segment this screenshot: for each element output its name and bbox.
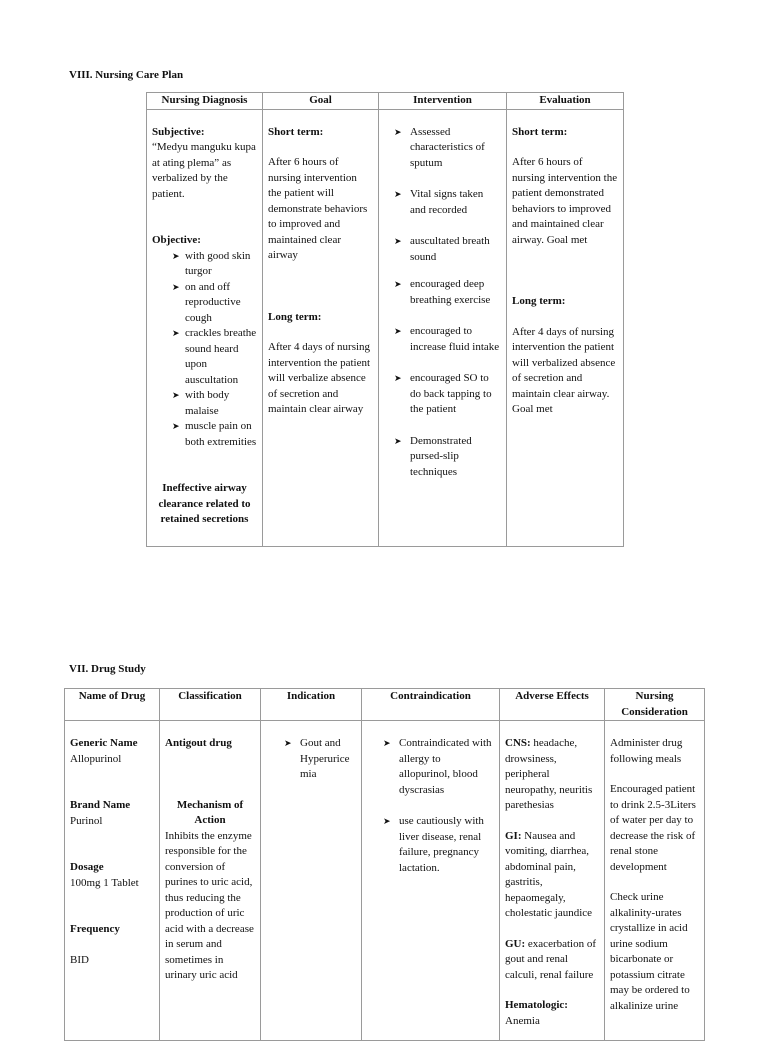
consideration-item: Administer drug following meals [610,737,683,765]
arrow-bullet-icon: ➤ [394,236,402,246]
list-item: ➤ crackles breathe sound heard upon auscultation [172,327,257,386]
arrow-bullet-icon: ➤ [172,328,180,338]
subjective-label: Subjective: [152,125,205,138]
dosage-value: 100mg 1 Tablet [70,876,139,889]
hematologic-label: Hematologic: [505,999,568,1011]
list-item: ➤ Demonstrated pursed-slip techniques [394,434,472,478]
contraindication-cell [362,721,500,1041]
header-goal: Goal [263,93,379,110]
frequency-value: BID [70,953,89,966]
header-nursing-consideration: Nursing Consideration [605,689,705,721]
header-indication: Indication [261,689,362,721]
adverse-effects-cell [500,721,605,1041]
list-item: ➤ encouraged to increase fluid intake [394,325,500,353]
arrow-bullet-icon: ➤ [394,126,402,137]
arrow-bullet-icon: ➤ [394,279,402,289]
list-item: ➤ encouraged SO to do back tapping to the patient [394,372,492,415]
generic-name-label: Generic Name [70,737,138,749]
header-intervention: Intervention [379,93,507,110]
drug-study-title: VII. Drug Study [69,663,146,675]
brand-name-value: Purinol [70,814,103,827]
care-plan-table [146,92,624,547]
list-item: ➤ use cautiously with liver disease, renal failure, pregnancy lactation. [383,815,484,874]
generic-name-value: Allopurinol [70,752,122,765]
mechanism-label: Mechanism of Action [176,798,244,826]
header-classification: Classification [160,689,261,721]
list-item: ➤ encouraged deep breathing exercise [394,278,491,306]
header-nursing-diagnosis: Nursing Diagnosis [147,93,263,110]
arrow-bullet-icon: ➤ [172,250,180,261]
evaluation-cell [507,109,624,546]
care-plan-title: VIII. Nursing Care Plan [69,69,184,81]
eval-short-text: After 6 hours of nursing intervention the patient demonstrated behaviors to improved and maintained clear airway. Goal met [512,156,618,246]
contraindication-list [367,736,494,876]
arrow-bullet-icon: ➤ [172,390,180,400]
indication-list [266,736,356,783]
hematologic-text: Anemia [505,1014,540,1027]
header-adverse-effects: Adverse Effects [500,689,605,721]
objective-list [152,249,257,451]
list-item: ➤ auscultated breath sound [394,235,490,263]
drug-header-row [65,689,705,721]
arrow-bullet-icon: ➤ [383,738,391,748]
eval-long-label: Long term: [512,295,566,307]
arrow-bullet-icon: ➤ [172,281,180,292]
dosage-label: Dosage [70,861,104,873]
gi-effects: GI: Nausea and vomiting, diarrhea, abdominal pain, gastritis, hepaomegaly, cholestatic jaundice [505,829,593,919]
arrow-bullet-icon: ➤ [394,189,402,199]
arrow-bullet-icon: ➤ [394,326,402,336]
arrow-bullet-icon: ➤ [172,421,180,431]
header-contraindication: Contraindication [362,689,500,721]
nursing-consideration-cell [605,721,705,1041]
arrow-bullet-icon: ➤ [284,738,292,748]
classification-value: Antigout drug [165,737,232,749]
header-evaluation: Evaluation [507,93,624,110]
consideration-item: Encouraged patient to drink 2.5-3Liters of water per day to decrease the risk of renal stone development [610,783,696,873]
care-plan-header-row [147,93,624,110]
header-name-of-drug: Name of Drug [65,689,160,721]
list-item: ➤ with good skin turgor [172,249,251,277]
frequency-label: Frequency [70,923,120,935]
goal-cell [263,109,379,546]
list-item: ➤ Contraindicated with allergy to allopurinol, blood dyscrasias [383,737,492,796]
list-item: ➤ muscle pain on both extremities [172,420,257,448]
consideration-item: Check urine alkalinity-urates crystallize in acid urine sodium bicarbonate or potassium citrate may be ordered to alkalinize urine [610,891,690,1012]
brand-name-label: Brand Name [70,799,131,811]
list-item: ➤ on and off reproductive cough [172,280,241,324]
drug-body-row [65,721,705,1041]
eval-short-label: Short term: [512,125,568,138]
eval-long-text: After 4 days of nursing intervention the patient will verbalized absence of secretion and maintain clear airway. Goal met [512,325,616,415]
arrow-bullet-icon: ➤ [394,373,402,383]
goal-short-label: Short term: [268,125,324,138]
drug-name-cell [65,721,160,1041]
classification-cell [160,721,261,1041]
gu-effects: GU: exacerbation of gout and renal calculi, renal failure [505,937,597,981]
objective-label: Objective: [152,234,201,246]
arrow-bullet-icon: ➤ [383,816,391,826]
goal-short-text: After 6 hours of nursing intervention the patient will demonstrate behaviors to improved and maintained clear airway [268,156,368,261]
indication-cell [261,721,362,1041]
diagnosis-statement: Ineffective airway clearance related to retained secretions [158,482,251,525]
list-item: ➤ Assessed characteristics of sputum [394,125,485,169]
goal-long-text: After 4 days of nursing intervention the patient will verbalize absence of secretion and maintain clear airway [268,341,371,415]
cns-effects: CNS: headache, drowsiness, peripheral neuropathy, neuritis parethesias [505,737,593,811]
drug-study-table [64,688,705,1041]
arrow-bullet-icon: ➤ [394,435,402,446]
list-item: ➤ Gout and Hyperurice mia [284,737,350,780]
list-item: ➤ Vital signs taken and recorded [394,188,484,216]
list-item: ➤ with body malaise [172,389,230,417]
subjective-text: “Medyu manguku kupa at ating plema” as verbalized by the patient. [152,141,256,200]
intervention-cell [379,109,507,546]
goal-long-label: Long term: [268,310,322,323]
care-plan-body-row [147,109,624,546]
intervention-list [384,125,501,481]
diagnosis-cell [147,109,263,546]
mechanism-text: Inhibits the enzyme responsible for the conversion of purines to uric acid, thus reducing the production of uric acid with a decrease in serum and sometimes in urinary uric acid [165,829,254,981]
